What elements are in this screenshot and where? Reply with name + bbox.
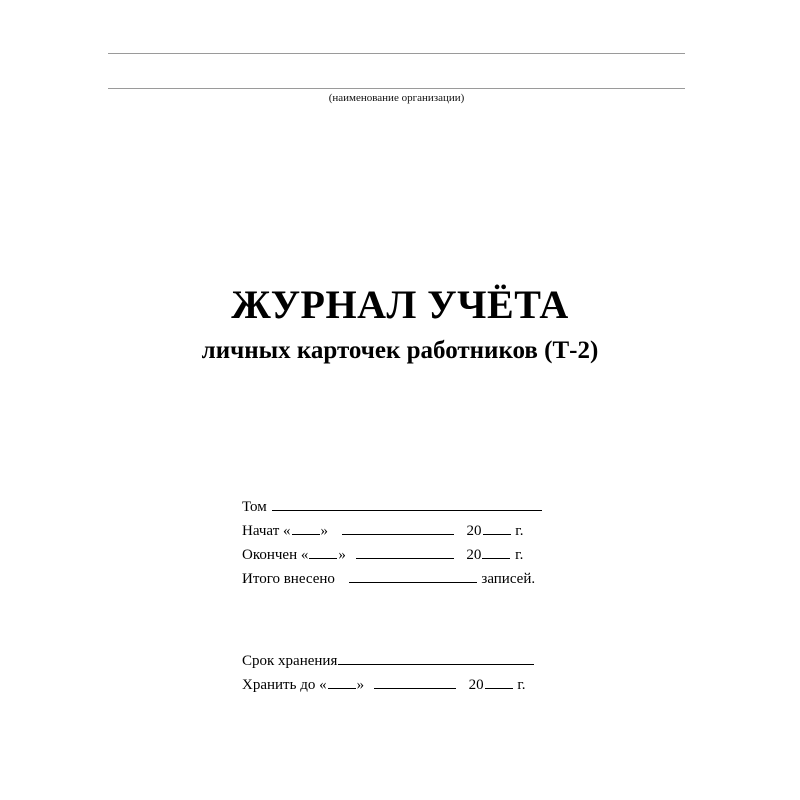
started-month-field[interactable] [342, 520, 454, 535]
volume-row [242, 496, 543, 514]
keep-until-day-field[interactable] [328, 674, 356, 689]
keep-until-year-field[interactable] [485, 674, 513, 689]
storage-period-field[interactable] [338, 650, 534, 665]
total-row [242, 568, 535, 586]
total-suffix: записей. [481, 571, 536, 587]
started-label: Начат « [242, 523, 291, 539]
storage-label: Срок хранения [242, 653, 338, 669]
ended-year-prefix: 20 [466, 547, 482, 563]
ended-quote-close: » [338, 547, 346, 563]
started-year-field[interactable] [483, 520, 511, 535]
organization-name-line-2[interactable] [108, 88, 685, 89]
keep-until-row [242, 674, 526, 692]
total-label: Итого внесено [242, 571, 335, 587]
volume-field[interactable] [272, 496, 542, 511]
keep-until-label: Хранить до « [242, 677, 327, 693]
organization-name-line-1[interactable] [108, 53, 685, 54]
ended-label: Окончен « [242, 547, 309, 563]
ended-day-field[interactable] [309, 544, 337, 559]
journal-title: ЖУРНАЛ УЧЁТА [231, 282, 569, 327]
ended-month-field[interactable] [356, 544, 454, 559]
ended-year-field[interactable] [482, 544, 510, 559]
ended-year-suffix: г. [515, 547, 524, 563]
started-row [242, 520, 523, 538]
storage-row [242, 650, 535, 668]
volume-label: Том [242, 499, 267, 515]
started-year-prefix: 20 [466, 523, 482, 539]
started-year-suffix: г. [515, 523, 524, 539]
ended-row [242, 544, 523, 562]
organization-caption: (наименование организации) [328, 92, 465, 104]
keep-until-year-prefix: 20 [468, 677, 484, 693]
started-quote-close: » [320, 523, 329, 539]
keep-until-month-field[interactable] [374, 674, 456, 689]
journal-subtitle: личных карточек работников (Т-2) [201, 337, 599, 364]
keep-until-year-suffix: г. [517, 677, 526, 693]
started-day-field[interactable] [292, 520, 320, 535]
total-count-field[interactable] [349, 568, 477, 583]
keep-until-quote-close: » [356, 677, 365, 693]
